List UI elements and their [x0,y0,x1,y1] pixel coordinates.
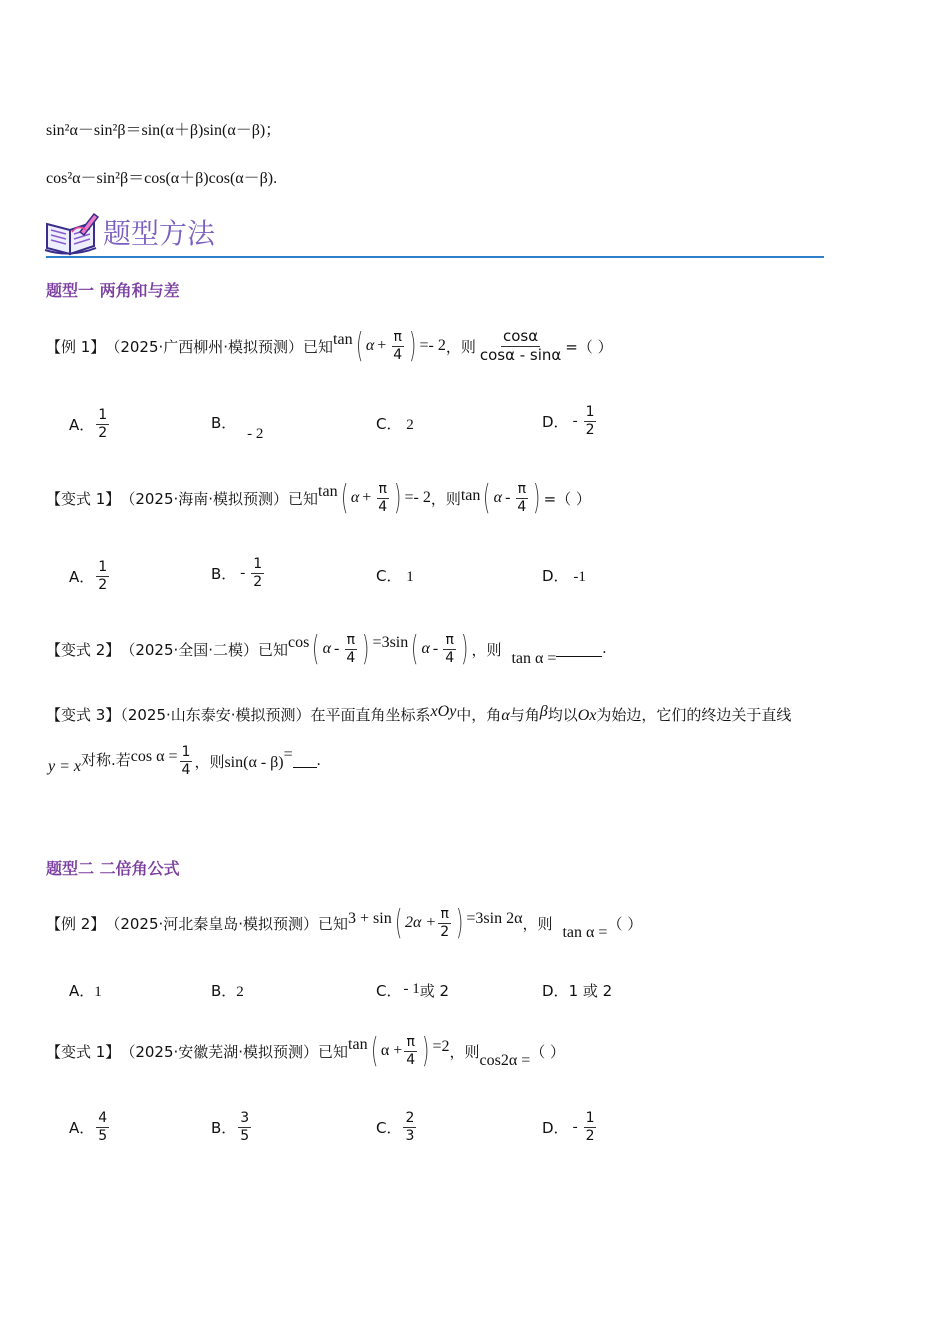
formula-line-2: cos²α－sin²β＝cos(α＋β)cos(α－β). [46,170,278,187]
three-plus-sin: 3 + sin [348,910,392,927]
pi-over-4: $\frac{\pi}{4}$ [393,329,403,363]
example-2-option-c[interactable] [376,980,449,1001]
variant-source: （2025·安徽芜湖·模拟预测）已知 [120,1042,349,1061]
negative-sign: - [572,412,578,429]
tan-fn: tan [348,1036,368,1053]
example-label: 【例 1】 [46,337,106,356]
answer-paren: （ ） [607,914,643,933]
section-2-variant-1-option-c[interactable] [376,1106,418,1148]
variant-1-option-b[interactable] [211,552,266,594]
example-2-option-b[interactable] [211,980,244,1001]
example-2-option-a[interactable] [69,980,102,1001]
option-label: D． [542,982,569,1000]
option-value: -1 [573,569,586,585]
minus-sign: - [505,489,511,506]
three-sin-two-alpha: =3sin 2α [466,910,523,927]
pi-over-4: $\frac{\pi}{4}$ [346,632,356,666]
example-1-question [46,324,613,368]
answer-paren: =（ ） [565,337,613,356]
book-icon [44,210,100,256]
then-text: ，则 [522,914,553,933]
alpha-plus: α + [380,1042,403,1059]
then-text: ，则 [194,752,225,771]
formula-line-1: sin²α－sin²β＝sin(α＋β)sin(α－β)； [46,122,282,139]
answer-blank[interactable] [556,642,602,657]
xoy-symbol: xOy [430,703,457,720]
cos-fn: cos [288,634,310,651]
pi-over-4: $\frac{\pi}{4}$ [445,632,455,666]
example-source: （2025·河北秦皇岛·模拟预测）已知 [105,914,349,933]
right-paren: ) [362,629,370,669]
option-value: 或 2 [419,982,450,1000]
answer-paren: =（ ） [543,489,591,508]
option-label: C． [376,1118,402,1137]
text: 均以 [547,706,578,724]
section-2-variant-1-question [46,1028,565,1074]
beta-var: β [539,703,548,720]
cos-fraction: $\frac{\cos\alpha}{\cos\alpha - \sin\alpha}$ [479,327,562,364]
variant-source: （2025·山东泰安·模拟预测）在平面直角坐标系 [120,706,431,724]
cos-alpha: cos α = [130,748,178,765]
example-1-option-a[interactable] [69,404,111,444]
alpha-var: α [421,640,430,657]
alpha-var: α [501,707,510,724]
text: 对称.若 [81,750,131,769]
option-pre: - 1 [403,981,420,997]
right-paren: ) [456,903,464,943]
tan-fn: tan [318,483,338,500]
option-label: D． [542,412,569,431]
option-fraction: $\frac{2}{3}$ [405,1110,415,1144]
section-2-title: 题型二 二倍角公式 [46,859,180,878]
alpha-var: α [493,489,503,506]
option-value: - 2 [247,426,264,442]
condition-value: =2 [432,1038,450,1055]
variant-1-option-d[interactable] [542,565,586,586]
alpha-var: α [365,337,375,354]
tan-fn: tan [333,331,353,348]
text: 为始边，它们的终边关于直线 [596,706,792,724]
option-label: A． [69,1118,95,1137]
example-1-option-d[interactable] [542,400,598,442]
option-fraction: $\frac{1}{2}$ [98,559,108,593]
section-2-variant-1-option-a[interactable] [69,1106,111,1148]
variant-1-question [46,476,591,520]
variant-1-option-a[interactable] [69,556,111,596]
header-divider [46,256,824,258]
condition-value: =- 2 [404,489,431,506]
pi-over-4: $\frac{\pi}{4}$ [378,481,388,515]
tan-alpha: tan α = [511,650,557,667]
option-label: A． [69,415,95,434]
option-label: C． [376,415,402,433]
variant-label: 【变式 3】 [46,706,121,724]
text: 中，角 [456,706,502,724]
sin-alpha-minus-beta: sin(α - β) [224,754,284,771]
section-1-title: 题型一 两角和与差 [46,281,180,300]
then-text: ，则 [449,1042,480,1061]
option-value: 1 [406,569,414,585]
example-2-question [46,900,642,946]
variant-1-option-c[interactable] [376,565,414,586]
left-paren: ( [370,1031,378,1071]
left-paren: ( [340,478,348,518]
variant-source: （2025·海南·模拟预测）已知 [120,489,319,508]
option-label: B． [211,982,237,1000]
option-fraction: $\frac{3}{5}$ [240,1110,250,1144]
pi-over-4: $\frac{\pi}{4}$ [517,481,527,515]
option-fraction: $\frac{1}{2}$ [253,556,263,590]
text: 与角 [509,706,540,724]
right-paren: ) [422,1031,430,1071]
section-2-variant-1-option-d[interactable] [542,1106,598,1148]
answer-paren: （ ） [530,1042,565,1061]
pi-over-4: $\frac{\pi}{4}$ [406,1034,416,1068]
then-text: ，则 [471,640,502,659]
option-label: C． [376,982,402,1000]
variant-label: 【变式 1】 [46,489,121,508]
example-source: （2025·广西柳州·模拟预测）已知 [105,337,334,356]
answer-blank[interactable] [293,755,317,768]
left-paren: ( [355,326,363,366]
section-header-title: 题型方法 [103,217,216,250]
period: . [316,752,321,769]
example-label: 【例 2】 [46,914,106,933]
variant-3-line-1 [46,704,791,725]
tan-fn: tan [460,487,481,504]
option-value: 2 [406,417,414,433]
then-text: ，则 [430,489,461,508]
negative-sign: - [240,564,246,581]
option-label: D． [542,1118,569,1137]
variant-label: 【变式 1】 [46,1042,121,1061]
option-value: 1 [94,984,102,1000]
variant-source: （2025·全国·二模）已知 [120,640,289,659]
left-paren: ( [312,629,320,669]
option-label: B． [211,1118,237,1137]
example-1-option-b[interactable] [211,412,264,442]
option-label: B． [211,414,237,432]
option-label: A． [69,982,95,1000]
three-sin: =3sin [372,634,409,651]
variant-2-question [46,626,606,672]
option-value: 2 [236,984,244,1000]
section-2-variant-1-option-b[interactable] [211,1106,253,1148]
option-label: D． [542,567,569,585]
tan-alpha: tan α = [562,924,608,941]
option-value: 1 或 2 [568,982,613,1000]
condition-value: =- 2 [419,337,446,354]
option-label: A． [69,567,95,586]
minus-sign: - [432,640,439,657]
variant-3-line-2 [48,738,321,784]
ox-symbol: Ox [577,707,597,724]
minus-sign: - [334,640,340,657]
one-quarter: $\frac{1}{4}$ [181,744,191,778]
right-paren: ) [394,478,402,518]
alpha-var: α [322,640,332,657]
option-fraction: $\frac{1}{2}$ [98,407,108,441]
pi-over-2: $\frac{\pi}{2}$ [440,906,450,940]
option-fraction: $\frac{1}{2}$ [585,1110,595,1144]
then-text: ，则 [445,337,476,356]
plus-sign: + [377,337,387,354]
right-paren: ) [533,478,541,518]
option-label: B． [211,564,237,583]
equals: = [283,746,293,763]
line-y-equals-x: y = x [48,758,81,775]
left-paren: ( [411,629,419,669]
example-2-option-d[interactable] [542,980,612,1001]
option-fraction: $\frac{1}{2}$ [585,404,595,438]
option-label: C． [376,567,402,585]
variant-label: 【变式 2】 [46,640,121,659]
plus-sign: + [362,489,372,506]
two-alpha-plus: 2α + [405,914,437,931]
option-fraction: $\frac{4}{5}$ [98,1110,108,1144]
period: . [602,640,607,657]
cos-two-alpha: cos2α = [479,1052,531,1069]
left-paren: ( [394,903,403,943]
right-paren: ) [461,629,469,669]
alpha-var: α [350,489,360,506]
example-1-option-c[interactable] [376,413,414,434]
negative-sign: - [572,1118,578,1135]
right-paren: ) [409,326,417,366]
left-paren: ( [483,478,491,518]
